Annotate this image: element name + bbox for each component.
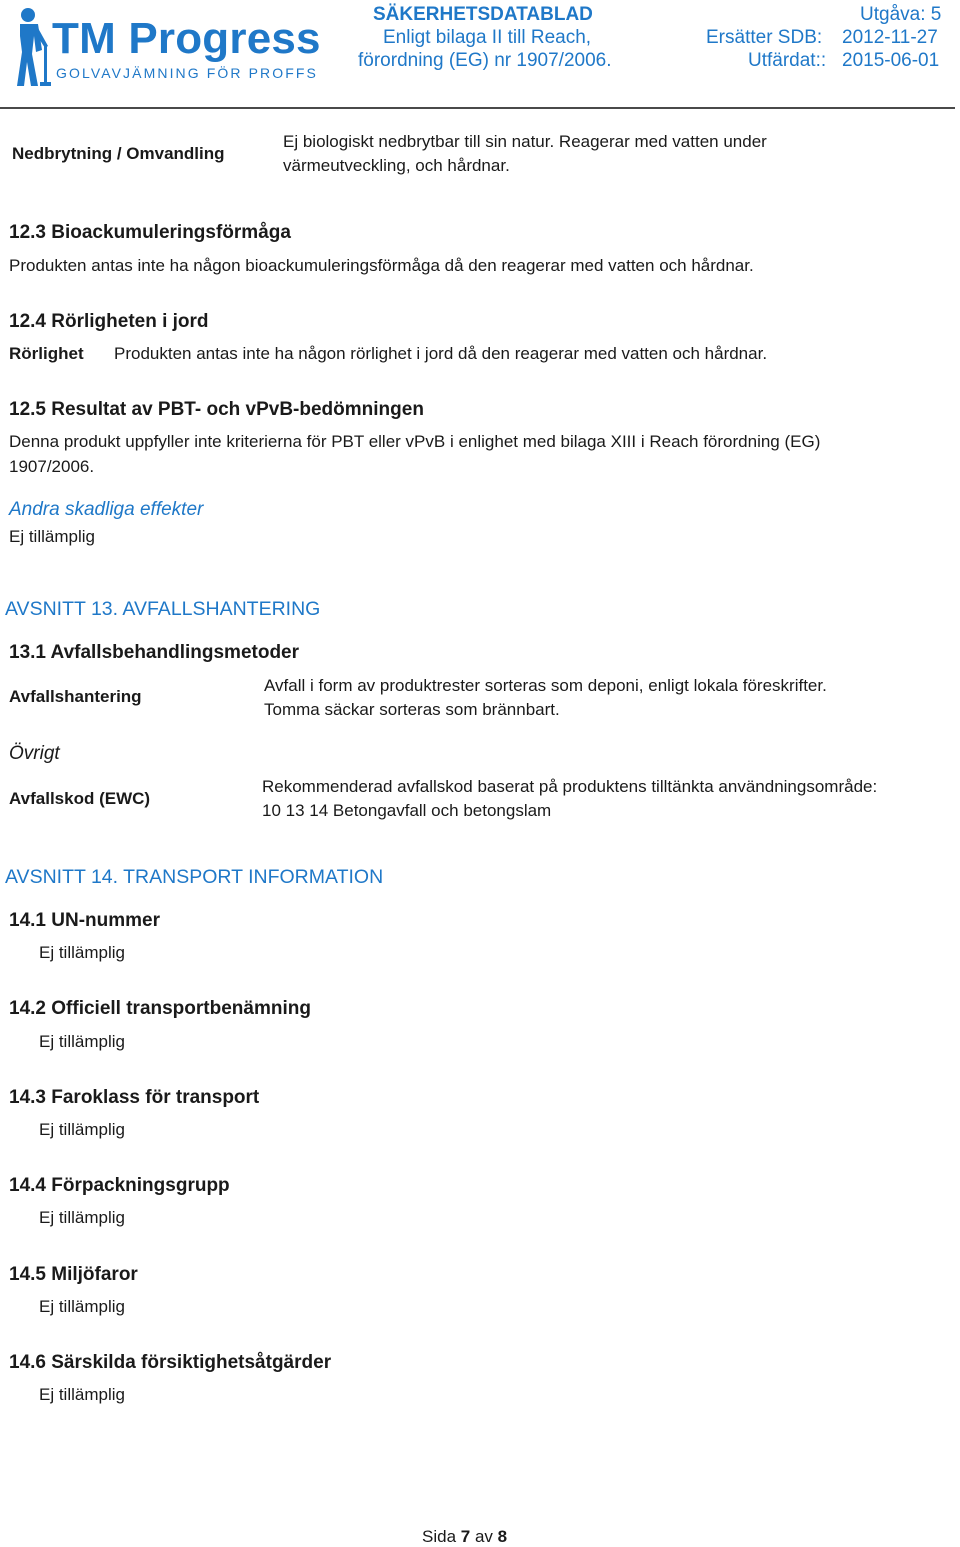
waste-code-line2: 10 13 14 Betongavfall och betongslam [262, 801, 552, 820]
heading-14-3: 14.3 Faroklass för transport [9, 1087, 260, 1108]
bioaccumulation-text: Produkten antas inte ha någon bioackumuleringsförmåga då den reagerar med vatten och hårdnar. [9, 256, 754, 275]
heading-14-2: 14.2 Officiell transportbenämning [9, 998, 311, 1019]
value-14-3: Ej tillämplig [39, 1120, 125, 1139]
degradation-text-line1: Ej biologiskt nedbrytbar till sin natur. Reagerar med vatten under [283, 132, 767, 151]
section-13-title: AVSNITT 13. AVFALLSHANTERING [5, 598, 321, 620]
waste-handling-line2: Tomma säckar sorteras som brännbart. [264, 700, 560, 719]
issued-label: Utfärdat:: [748, 50, 827, 71]
document-regulation-line-2: förordning (EG) nr 1907/2006. [358, 50, 612, 71]
degradation-label: Nedbrytning / Omvandling [12, 144, 225, 163]
document-title: SÄKERHETSDATABLAD [373, 4, 593, 25]
page-prefix: Sida [422, 1527, 461, 1546]
logo-tagline: GOLVAVJÄMNING FÖR PROFFS [56, 65, 318, 81]
section-14-title: AVSNITT 14. TRANSPORT INFORMATION [5, 866, 384, 888]
value-14-2: Ej tillämplig [39, 1032, 125, 1051]
mobility-text: Produkten antas inte ha någon rörlighet i jord då den reagerar med vatten och hårdnar. [114, 344, 768, 363]
pbt-text-line1: Denna produkt uppfyller inte kriterierna för PBT eller vPvB i enlighet med bilaga XIII i Reach förordning (EG) [9, 432, 821, 451]
heading-12-4: 12.4 Rörligheten i jord [9, 311, 209, 332]
replaces-date: 2012-11-27 [842, 27, 938, 48]
current-page: 7 [460, 1527, 471, 1546]
heading-14-5: 14.5 Miljöfaror [9, 1264, 138, 1285]
waste-code-line1: Rekommenderad avfallskod baserat på produktens tilltänkta användningsområde: [262, 777, 878, 796]
other-effects-text: Ej tillämplig [9, 527, 95, 546]
heading-13-1: 13.1 Avfallsbehandlingsmetoder [9, 642, 300, 663]
issue-number: Utgåva: 5 [860, 4, 942, 25]
mobility-label: Rörlighet [9, 344, 84, 363]
header-divider [0, 107, 955, 109]
heading-14-1: 14.1 UN-nummer [9, 910, 160, 931]
value-14-5: Ej tillämplig [39, 1297, 125, 1316]
heading-14-6: 14.6 Särskilda försiktighetsåtgärder [9, 1352, 332, 1373]
heading-14-4: 14.4 Förpackningsgrupp [9, 1175, 230, 1196]
waste-code-label: Avfallskod (EWC) [9, 789, 151, 808]
replaces-label: Ersätter SDB: [706, 27, 823, 48]
waste-handling-label: Avfallshantering [9, 687, 142, 706]
page-separator: av [470, 1527, 498, 1546]
logo-text: TM Progress [52, 14, 321, 63]
waste-handling-line1: Avfall i form av produktrester sorteras som deponi, enligt lokala föreskrifter. [264, 676, 827, 695]
value-14-6: Ej tillämplig [39, 1385, 125, 1404]
value-14-4: Ej tillämplig [39, 1208, 125, 1227]
total-pages: 8 [497, 1527, 508, 1546]
worker-figure-logo-icon [14, 6, 52, 90]
issued-date: 2015-06-01 [842, 50, 940, 71]
degradation-text-line2: värmeutveckling, och hårdnar. [283, 156, 510, 175]
page-number [422, 1527, 507, 1547]
document-regulation-line: Enligt bilaga II till Reach, [383, 27, 592, 48]
heading-12-5: 12.5 Resultat av PBT- och vPvB-bedömningen [9, 399, 424, 420]
other-heading: Övrigt [9, 743, 60, 764]
value-14-1: Ej tillämplig [39, 943, 125, 962]
heading-12-3: 12.3 Bioackumuleringsförmåga [9, 222, 291, 243]
pbt-text-line2: 1907/2006. [9, 457, 95, 476]
other-effects-heading: Andra skadliga effekter [9, 499, 204, 520]
